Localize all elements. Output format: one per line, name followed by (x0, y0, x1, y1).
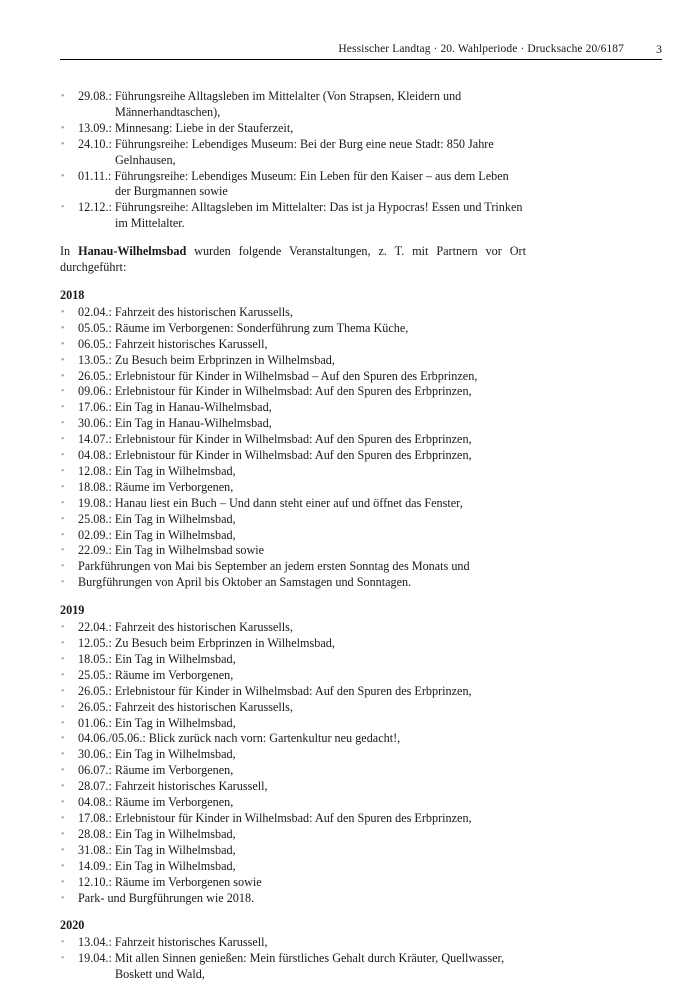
list-item-text: • 06.05.: Fahrzeit historisches Karussell, (78, 336, 268, 351)
list-item (60, 875, 526, 891)
list-item-text: • 25.05.: Räume im Verborgenen, (78, 667, 234, 682)
list-item (60, 464, 526, 480)
list-item-text: • 30.06.: Ein Tag in Hanau-Wilhelmsbad, (78, 416, 272, 431)
list-item-text: • Parkführungen von Mai bis September an jedem ersten Sonntag des Monats und (78, 559, 470, 574)
list-item (60, 827, 526, 843)
list-item-text: • 12.12.: Führungsreihe: Alltagsleben im Mittelalter: Das ist ja Hypocras! Essen und Trinken im Mittelalter. (78, 200, 523, 231)
list-item-text: • 01.06.: Ein Tag in Wilhelmsbad, (78, 715, 236, 730)
list-item (60, 747, 526, 763)
list-item-text: • 28.07.: Fahrzeit historisches Karussell, (78, 779, 268, 794)
page-number: 3 (656, 42, 662, 56)
list-item-text: • 02.04.: Fahrzeit des historischen Karussells, (78, 304, 293, 319)
list-item-text: • 18.08.: Räume im Verborgenen, (78, 479, 234, 494)
list-item (60, 416, 526, 432)
list-item (60, 496, 526, 512)
list-item-text: • 22.04.: Fahrzeit des historischen Karussells, (78, 620, 293, 635)
year-heading: 2020 (60, 918, 85, 933)
list-item-text: • 13.09.: Minnesang: Liebe in der Stauferzeit, (78, 120, 294, 135)
list-item (60, 137, 526, 169)
year-heading: 2018 (60, 287, 85, 302)
list-item (60, 811, 526, 827)
list-item (60, 620, 526, 636)
intro-place: Hanau-Wilhelmsbad (78, 244, 187, 259)
list-item-text: • 30.06.: Ein Tag in Wilhelmsbad, (78, 747, 236, 762)
document-body (60, 89, 526, 983)
list-item-text: • 26.05.: Erlebnistour für Kinder in Wilhelmsbad – Auf den Spuren des Erbprinzen, (78, 368, 478, 383)
event-list (60, 935, 526, 983)
intro-suffix: wurden folgende Veranstaltungen, z. T. mit Partnern vor Ort durchgeführt: (60, 244, 526, 275)
list-item (60, 448, 526, 464)
list-item (60, 121, 526, 137)
list-item-text: • Burgführungen von April bis Oktober an Samstagen und Sonntagen. (78, 575, 412, 590)
list-item-text: • 19.04.: Mit allen Sinnen genießen: Mein fürstliches Gehalt durch Kräuter, Quellwasser, Boskett und Wald, (78, 951, 505, 982)
list-item (60, 731, 526, 747)
list-item (60, 652, 526, 668)
page-header (60, 42, 662, 60)
list-item-text: • 05.05.: Räume im Verborgenen: Sonderführung zum Thema Küche, (78, 320, 409, 335)
list-item-text: • 19.08.: Hanau liest ein Buch – Und dann steht einer auf und öffnet das Fenster, (78, 495, 463, 510)
list-item-text: • 04.08.: Räume im Verborgenen, (78, 795, 234, 810)
list-item (60, 369, 526, 385)
list-item-text: • 31.08.: Ein Tag in Wilhelmsbad, (78, 842, 236, 857)
list-item (60, 337, 526, 353)
list-item (60, 89, 526, 121)
list-item-text: • 25.08.: Ein Tag in Wilhelmsbad, (78, 511, 236, 526)
list-item (60, 891, 526, 907)
list-item-text: • 29.08.: Führungsreihe Alltagsleben im Mittelalter (Von Strapsen, Kleidern und Männerhandtaschen), (78, 89, 462, 119)
list-item-text: • 13.04.: Fahrzeit historisches Karussell, (78, 935, 268, 950)
intro-paragraph (60, 244, 526, 276)
list-item (60, 480, 526, 496)
list-item-text: • 17.06.: Ein Tag in Hanau-Wilhelmsbad, (78, 400, 272, 415)
list-item-text: • 04.06./05.06.: Blick zurück nach vorn: Gartenkultur neu gedacht!, (78, 731, 401, 746)
list-item-text: • 06.07.: Räume im Verborgenen, (78, 763, 234, 778)
list-item (60, 321, 526, 337)
list-item-text: • 13.05.: Zu Besuch beim Erbprinzen in Wilhelmsbad, (78, 352, 335, 367)
list-item (60, 700, 526, 716)
list-item (60, 432, 526, 448)
running-title: Hessischer Landtag · 20. Wahlperiode · Drucksache 20/6187 (338, 43, 624, 55)
list-item (60, 543, 526, 559)
list-item-text: • 14.07.: Erlebnistour für Kinder in Wilhelmsbad: Auf den Spuren des Erbprinzen, (78, 432, 472, 447)
year-sections (60, 288, 526, 983)
list-item (60, 528, 526, 544)
list-item (60, 575, 526, 591)
intro-prefix: In (60, 244, 79, 259)
list-item-text: • 26.05.: Fahrzeit des historischen Karussells, (78, 699, 293, 714)
list-item (60, 935, 526, 951)
list-item (60, 763, 526, 779)
list-item (60, 305, 526, 321)
list-item-text: • 04.08.: Erlebnistour für Kinder in Wilhelmsbad: Auf den Spuren des Erbprinzen, (78, 448, 472, 463)
continued-event-list (60, 89, 526, 232)
list-item (60, 859, 526, 875)
list-item-text: • 12.10.: Räume im Verborgenen sowie (78, 874, 262, 889)
list-item (60, 512, 526, 528)
list-item (60, 384, 526, 400)
event-list (60, 620, 526, 906)
list-item (60, 636, 526, 652)
list-item (60, 795, 526, 811)
list-item (60, 779, 526, 795)
list-item (60, 684, 526, 700)
list-item-text: • 22.09.: Ein Tag in Wilhelmsbad sowie (78, 543, 265, 558)
list-item (60, 559, 526, 575)
list-item-text: • 17.08.: Erlebnistour für Kinder in Wilhelmsbad: Auf den Spuren des Erbprinzen, (78, 810, 472, 825)
list-item-text: • Park- und Burgführungen wie 2018. (78, 890, 255, 905)
list-item (60, 716, 526, 732)
list-item (60, 843, 526, 859)
event-list (60, 305, 526, 591)
list-item-text: • 24.10.: Führungsreihe: Lebendiges Museum: Bei der Burg eine neue Stadt: 850 Jahre Gelnhausen, (78, 136, 494, 167)
list-item-text: • 18.05.: Ein Tag in Wilhelmsbad, (78, 651, 236, 666)
list-item-text: • 12.08.: Ein Tag in Wilhelmsbad, (78, 463, 236, 478)
list-item-text: • 12.05.: Zu Besuch beim Erbprinzen in Wilhelmsbad, (78, 636, 335, 650)
list-item-text: • 28.08.: Ein Tag in Wilhelmsbad, (78, 826, 236, 841)
list-item-text: • 26.05.: Erlebnistour für Kinder in Wilhelmsbad: Auf den Spuren des Erbprinzen, (78, 683, 472, 698)
list-item (60, 951, 526, 983)
list-item (60, 169, 526, 201)
list-item-text: • 01.11.: Führungsreihe: Lebendiges Museum: Ein Leben für den Kaiser – aus dem Leben der Burgmannen sowie (78, 168, 509, 199)
list-item (60, 668, 526, 684)
list-item-text: • 14.09.: Ein Tag in Wilhelmsbad, (78, 858, 236, 873)
list-item-text: • 02.09.: Ein Tag in Wilhelmsbad, (78, 527, 236, 542)
year-heading: 2019 (60, 603, 85, 618)
list-item (60, 400, 526, 416)
list-item (60, 353, 526, 369)
list-item-text: • 09.06.: Erlebnistour für Kinder in Wilhelmsbad: Auf den Spuren des Erbprinzen, (78, 384, 472, 399)
list-item (60, 200, 526, 232)
